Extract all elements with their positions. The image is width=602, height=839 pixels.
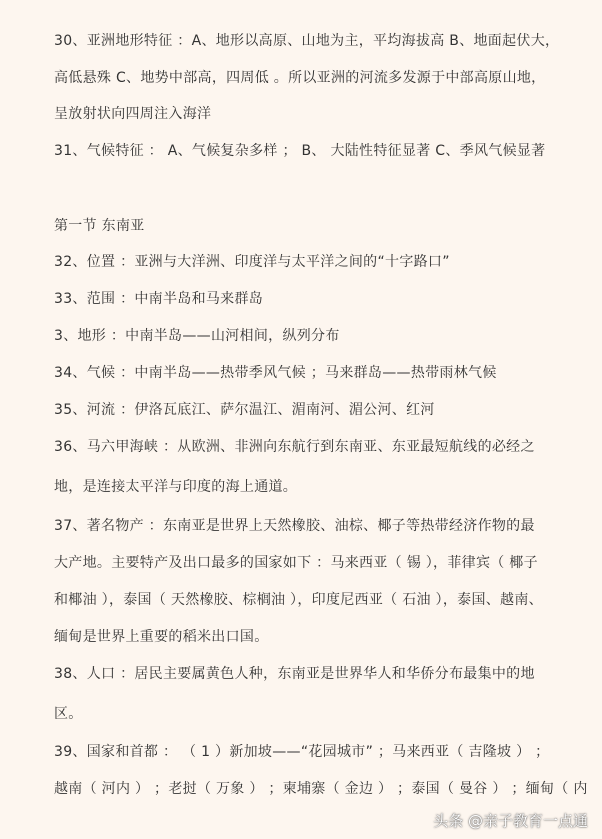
text-line: 35、河流 ：伊洛瓦底江、萨尔温江、湄南河、湄公河、红河 [54,402,435,418]
text-line: 39、国家和首都 ： （ 1 ）新加坡——“花园城市” ；马来西亚（ 吉隆坡 ） ； [54,744,550,760]
text-line: 38、人口 ：居民主要属黄色人种，东南亚是世界华人和华侨分布最集中的地 [54,666,535,682]
watermark-label: 头条 @亲子教育一点通 [433,812,588,830]
text-line: 34、气候 ：中南半岛——热带季风气候 ；马来群岛——热带雨林气候 [54,365,497,381]
text-line: 高低悬殊 C、地势中部高，四周低 。所以亚洲的河流多发源于中部高原山地， [54,70,546,86]
text-line: 32、位置 ：亚洲与大洋洲、印度洋与太平洋之间的“十字路口” [54,254,450,270]
text-line: 33、范围 ：中南半岛和马来群岛 [54,291,264,307]
text-line: 30、亚洲地形特征 ：A、地形以高原、山地为主，平均海拔高 B、地面起伏大， [54,33,560,49]
section-heading: 第一节 东南亚 [54,218,145,234]
text-line: 31、气候特征 ： A、气候复杂多样 ； B、 大陆性特征显著 C、季风气候显著 [54,143,546,159]
text-line: 区。 [54,706,83,722]
text-line: 大产地。主要特产及出口最多的国家如下 ：马来西亚（ 锡 ），菲律宾（ 椰子 [54,555,538,571]
text-line: 缅甸是世界上重要的稻米出口国。 [54,629,269,645]
text-line: 36、马六甲海峡 ：从欧洲、非洲向东航行到东南亚、东亚最短航线的必经之 [54,439,535,455]
text-line: 越南（ 河内 ） ；老挝（ 万象 ） ；柬埔寨（ 金边 ） ；泰国（ 曼谷 ） ；缅甸（ 内 [54,781,588,797]
text-line: 和椰油 ），泰国（ 天然橡胶、棕榈油 ），印度尼西亚（ 石油 ），泰国、越南、 [54,592,543,608]
text-line: 37、著名物产 ：东南亚是世界上天然橡胶、油棕、椰子等热带经济作物的最 [54,518,535,534]
text-line: 呈放射状向四周注入海洋 [54,106,212,122]
text-line: 3、地形 ：中南半岛——山河相间，纵列分布 [54,328,340,344]
text-line: 地，是连接太平洋与印度的海上通道。 [54,479,298,495]
